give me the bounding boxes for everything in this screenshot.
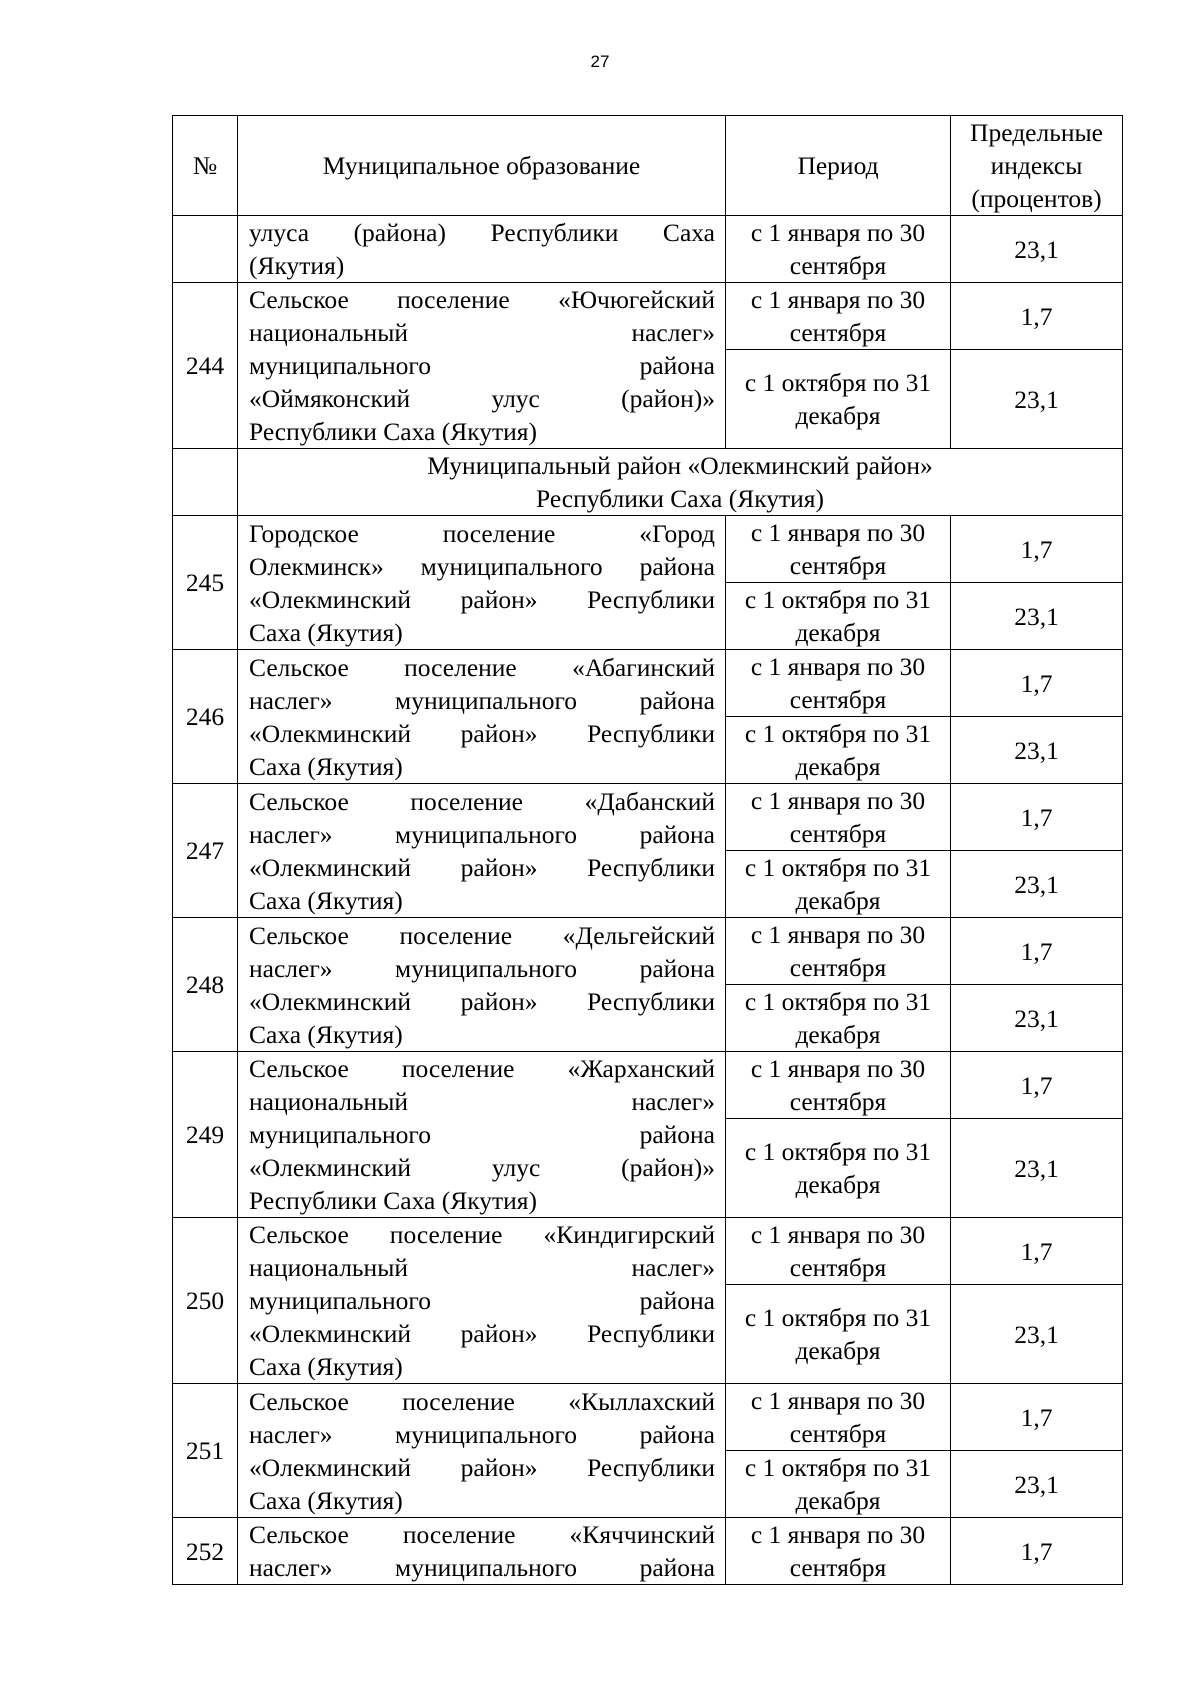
municipality-line: (Якутия)	[249, 251, 345, 280]
index-value: 23,1	[951, 1119, 1123, 1218]
table-row	[173, 1384, 1123, 1451]
municipality-name	[238, 283, 726, 449]
municipality-line: Олекминск» муниципального района	[249, 551, 715, 581]
table-row	[173, 283, 1123, 350]
period-cell: с 1 октября по 31 декабря	[726, 1119, 951, 1218]
municipality-name	[238, 1518, 726, 1585]
page-number: 27	[590, 52, 610, 71]
municipality-name	[238, 516, 726, 650]
row-number: 244	[173, 283, 238, 449]
period-cell: с 1 января по 30 сентября	[726, 784, 951, 851]
municipality-line: «Олекминский район» Республики	[249, 986, 715, 1016]
municipality-line: Городское поселение «Город	[249, 518, 715, 548]
municipality-name	[238, 918, 726, 1052]
municipality-line: муниципального района	[249, 1120, 715, 1149]
table-row	[173, 650, 1123, 717]
table-row	[173, 784, 1123, 851]
municipality-line: «Олекминский район» Республики	[249, 1452, 715, 1482]
section-row	[173, 449, 1123, 516]
municipality-name	[238, 216, 726, 283]
municipality-line: Сельское поселение «Дабанский	[249, 786, 715, 816]
index-value: 23,1	[951, 216, 1123, 283]
municipality-line: Саха (Якутия)	[249, 751, 403, 781]
municipality-line: «Олекминский улус (район)»	[249, 1153, 715, 1182]
tariff-index-table	[172, 115, 1123, 1585]
header-number: №	[173, 116, 238, 216]
period-cell: с 1 января по 30 сентября	[726, 650, 951, 717]
row-number: 251	[173, 1384, 238, 1518]
index-value: 1,7	[951, 1218, 1123, 1285]
section-title-line: Муниципальный район «Олекминский район»	[427, 451, 933, 480]
period-cell: с 1 января по 30 сентября	[726, 516, 951, 583]
municipality-line: «Олекминский район» Республики	[249, 584, 715, 614]
row-number: 245	[173, 516, 238, 650]
index-value: 23,1	[951, 583, 1123, 650]
municipality-line: наслег» муниципального района	[249, 685, 715, 715]
period-cell: с 1 октября по 31 декабря	[726, 1285, 951, 1384]
row-number	[173, 216, 238, 283]
municipality-line: «Олекминский район» Республики	[249, 1319, 715, 1348]
municipality-line: улуса (района) Республики Саха	[249, 218, 715, 247]
period-cell: с 1 октября по 31 декабря	[726, 717, 951, 784]
municipality-line: Саха (Якутия)	[249, 617, 403, 647]
period-cell: с 1 января по 30 сентября	[726, 1052, 951, 1119]
municipality-line: наслег» муниципального района	[249, 1419, 715, 1449]
index-value: 23,1	[951, 350, 1123, 449]
index-value: 1,7	[951, 784, 1123, 851]
municipality-line: Сельское поселение «Кяччинский	[249, 1520, 715, 1549]
index-value: 23,1	[951, 985, 1123, 1052]
municipality-line: Саха (Якутия)	[249, 1019, 403, 1049]
municipality-name	[238, 784, 726, 918]
section-title-line: Республики Саха (Якутия)	[535, 484, 825, 513]
period-cell: с 1 января по 30 сентября	[726, 216, 951, 283]
row-number: 252	[173, 1518, 238, 1585]
municipality-line: наслег» муниципального района	[249, 1553, 715, 1582]
table-header-row	[173, 116, 1123, 216]
period-cell: с 1 октября по 31 декабря	[726, 350, 951, 449]
row-number: 247	[173, 784, 238, 918]
table-row	[173, 918, 1123, 985]
index-value: 1,7	[951, 516, 1123, 583]
index-value: 1,7	[951, 918, 1123, 985]
index-value: 23,1	[951, 1451, 1123, 1518]
period-cell: с 1 января по 30 сентября	[726, 918, 951, 985]
municipality-line: муниципального района	[249, 351, 715, 380]
municipality-line: национальный наслег»	[249, 1087, 715, 1116]
municipality-line: «Олекминский район» Республики	[249, 718, 715, 748]
table-row	[173, 1218, 1123, 1285]
municipality-line: наслег» муниципального района	[249, 953, 715, 983]
period-cell: с 1 января по 30 сентября	[726, 1218, 951, 1285]
row-number: 249	[173, 1052, 238, 1218]
municipality-line: Саха (Якутия)	[249, 1352, 403, 1381]
row-number	[173, 449, 238, 516]
municipality-line: Сельское поселение «Ючюгейский	[249, 285, 715, 314]
table-row	[173, 216, 1123, 283]
municipality-name	[238, 1052, 726, 1218]
municipality-line: Сельское поселение «Дельгейский	[249, 920, 715, 950]
period-cell: с 1 октября по 31 декабря	[726, 851, 951, 918]
header-index: Предельные индексы (процентов)	[951, 116, 1123, 216]
period-cell: с 1 января по 30 сентября	[726, 1384, 951, 1451]
index-value: 23,1	[951, 1285, 1123, 1384]
row-number: 250	[173, 1218, 238, 1384]
municipality-line: муниципального района	[249, 1286, 715, 1315]
header-municipality: Муниципальное образование	[238, 116, 726, 216]
period-cell: с 1 января по 30 сентября	[726, 1518, 951, 1585]
header-period: Период	[726, 116, 951, 216]
row-number: 246	[173, 650, 238, 784]
table-row	[173, 1052, 1123, 1119]
municipality-line: национальный наслег»	[249, 1253, 715, 1282]
municipality-name	[238, 1218, 726, 1384]
period-cell: с 1 октября по 31 декабря	[726, 985, 951, 1052]
section-title	[238, 449, 1123, 516]
municipality-line: «Оймяконский улус (район)»	[249, 384, 715, 413]
municipality-line: Республики Саха (Якутия)	[249, 417, 538, 446]
period-cell: с 1 октября по 31 декабря	[726, 583, 951, 650]
municipality-line: «Олекминский район» Республики	[249, 852, 715, 882]
municipality-line: Сельское поселение «Кыллахский	[249, 1386, 715, 1416]
index-value: 1,7	[951, 283, 1123, 350]
municipality-line: Сельское поселение «Жарханский	[249, 1054, 715, 1083]
index-value: 23,1	[951, 717, 1123, 784]
index-value: 1,7	[951, 1384, 1123, 1451]
period-cell: с 1 января по 30 сентября	[726, 283, 951, 350]
municipality-line: Саха (Якутия)	[249, 1485, 403, 1515]
index-value: 1,7	[951, 1052, 1123, 1119]
municipality-name	[238, 1384, 726, 1518]
municipality-line: Саха (Якутия)	[249, 885, 403, 915]
period-cell: с 1 октября по 31 декабря	[726, 1451, 951, 1518]
index-value: 1,7	[951, 650, 1123, 717]
index-value: 1,7	[951, 1518, 1123, 1585]
municipality-line: Республики Саха (Якутия)	[249, 1186, 538, 1215]
row-number: 248	[173, 918, 238, 1052]
municipality-line: Сельское поселение «Киндигирский	[249, 1220, 715, 1249]
table-row	[173, 1518, 1123, 1585]
municipality-line: наслег» муниципального района	[249, 819, 715, 849]
municipality-line: национальный наслег»	[249, 318, 715, 347]
table-row	[173, 516, 1123, 583]
municipality-line: Сельское поселение «Абагинский	[249, 652, 715, 682]
municipality-name	[238, 650, 726, 784]
index-value: 23,1	[951, 851, 1123, 918]
